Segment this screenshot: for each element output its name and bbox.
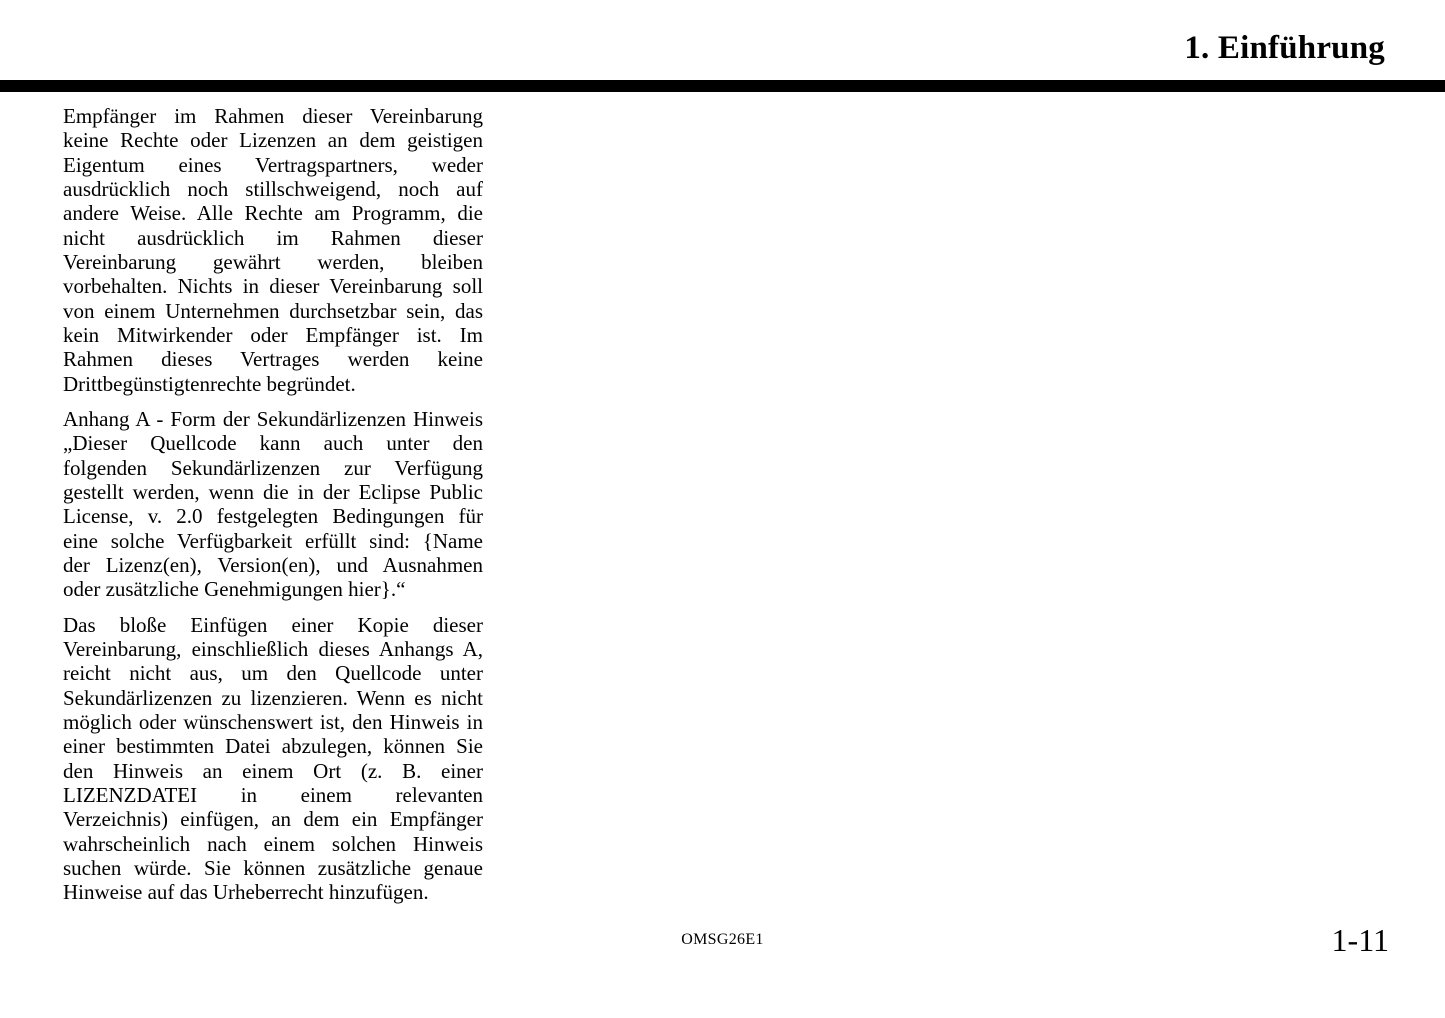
paragraph bbox=[63, 613, 483, 905]
text-line: wahrscheinlich nach einem solchen Hinweis bbox=[63, 831, 483, 856]
text-line: eine solche Verfügbarkeit erfüllt sind: {Name bbox=[63, 528, 483, 553]
page-number: 1-11 bbox=[1331, 922, 1389, 958]
text-line: Anhang A - Form der Sekundärlizenzen Hinweis bbox=[63, 406, 483, 431]
text-line: suchen würde. Sie können zusätzliche genaue bbox=[63, 855, 483, 880]
text-line: andere Weise. Alle Rechte am Programm, die bbox=[63, 201, 483, 226]
doc-code: OMSG26E1 bbox=[681, 931, 764, 948]
text-line: Drittbegünstigtenrechte begründet. bbox=[63, 371, 356, 396]
text-line: gestellt werden, wenn die in der Eclipse Public bbox=[63, 479, 483, 504]
text-line: oder zusätzliche Genehmigungen hier}.“ bbox=[63, 577, 406, 602]
paragraph bbox=[63, 407, 483, 602]
text-line: nicht ausdrücklich im Rahmen dieser bbox=[63, 225, 483, 250]
text-line: Vereinbarung, einschließlich dieses Anhangs A, bbox=[63, 636, 483, 661]
text-line: folgenden Sekundärlizenzen zur Verfügung bbox=[63, 455, 483, 480]
text-line: Vereinbarung gewährt werden, bleiben bbox=[63, 249, 483, 274]
text-line: Hinweise auf das Urheberrecht hinzufügen. bbox=[63, 880, 429, 905]
header-rule bbox=[0, 80, 1445, 92]
paragraph bbox=[63, 104, 483, 396]
text-line: reicht nicht aus, um den Quellcode unter bbox=[63, 661, 483, 686]
text-line: License, v. 2.0 festgelegten Bedingungen für bbox=[63, 504, 483, 529]
text-line: Rahmen dieses Vertrages werden keine bbox=[63, 347, 483, 372]
text-line: Sekundärlizenzen zu lizenzieren. Wenn es nicht bbox=[63, 685, 483, 710]
text-line: möglich oder wünschenswert ist, den Hinweis in bbox=[63, 709, 483, 734]
text-line: Verzeichnis) einfügen, an dem ein Empfänger bbox=[63, 807, 483, 832]
text-line: einer bestimmten Datei abzulegen, können Sie bbox=[63, 734, 483, 759]
text-line: den Hinweis an einem Ort (z. B. einer bbox=[63, 758, 483, 783]
text-line: von einem Unternehmen durchsetzbar sein, das bbox=[63, 298, 483, 323]
text-line: ausdrücklich noch stillschweigend, noch auf bbox=[63, 176, 483, 201]
text-line: „Dieser Quellcode kann auch unter den bbox=[63, 431, 483, 456]
text-line: keine Rechte oder Lizenzen an dem geistigen bbox=[63, 128, 483, 153]
page-title: 1. Einführung bbox=[1184, 30, 1385, 66]
text-line: der Lizenz(en), Version(en), und Ausnahmen bbox=[63, 552, 483, 577]
text-line: Das bloße Einfügen einer Kopie dieser bbox=[63, 612, 483, 637]
text-line: vorbehalten. Nichts in dieser Vereinbarung soll bbox=[63, 274, 483, 299]
text-line: LIZENZDATEI in einem relevanten bbox=[63, 782, 483, 807]
text-line: kein Mitwirkender oder Empfänger ist. Im bbox=[63, 322, 483, 347]
text-line: Eigentum eines Vertragspartners, weder bbox=[63, 152, 483, 177]
body-paragraphs bbox=[63, 104, 483, 916]
text-line: Empfänger im Rahmen dieser Vereinbarung bbox=[63, 104, 483, 128]
